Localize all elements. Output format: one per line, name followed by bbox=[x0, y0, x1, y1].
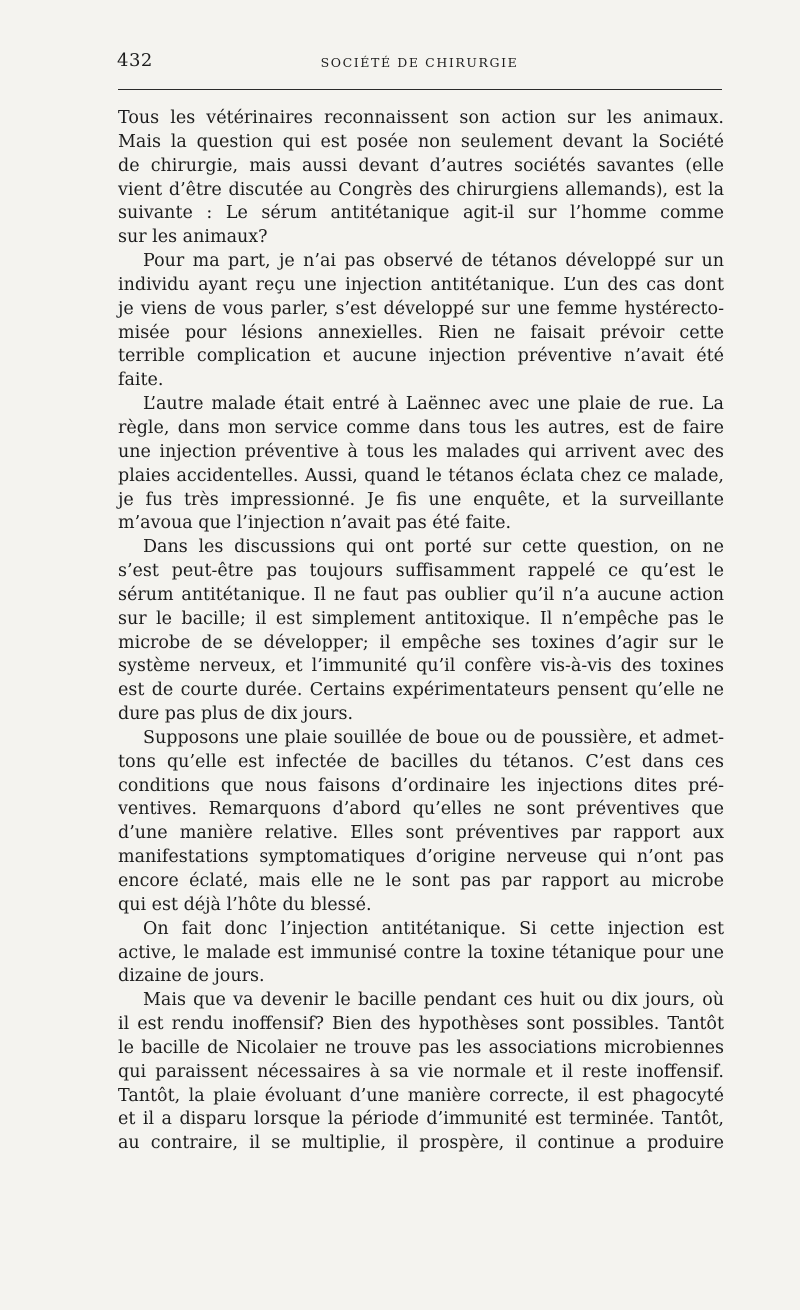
text-line: s’est peut-être pas toujours suffisamment rappelé ce qu’est le bbox=[118, 561, 724, 582]
header-rule bbox=[118, 89, 722, 90]
text-line: est de courte durée. Certains expérimentateurs pensent qu’elle ne bbox=[118, 680, 724, 701]
text-line: qui est déjà l’hôte du blessé. bbox=[118, 894, 372, 915]
text-line: je fus très impressionné. Je fis une enquête, et la surveillante bbox=[118, 489, 724, 510]
text-line: suivante : Le sérum antitétanique agit-il sur l’homme comme bbox=[118, 203, 724, 224]
text-line: faite. bbox=[118, 370, 164, 391]
text-line: il est rendu inoffensif? Bien des hypothèses sont possibles. Tantôt bbox=[118, 1014, 724, 1035]
text-line: je viens de vous parler, s’est développé sur une femme hystérecto- bbox=[118, 298, 724, 319]
text-line: active, le malade est immunisé contre la toxine tétanique pour une bbox=[118, 942, 724, 963]
text-line: L’autre malade était entré à Laënnec avec une plaie de rue. La bbox=[143, 394, 724, 415]
text-line: m’avoua que l’injection n’avait pas été faite. bbox=[118, 513, 512, 534]
text-line: règle, dans mon service comme dans tous les autres, est de faire bbox=[118, 417, 724, 438]
text-line: le bacille de Nicolaier ne trouve pas les associations microbiennes bbox=[118, 1037, 724, 1058]
text-line: système nerveux, et l’immunité qu’il confère vis-à-vis des toxines bbox=[118, 656, 724, 677]
running-head: SOCIÉTÉ DE CHIRURGIE bbox=[320, 55, 519, 70]
text-line: qui paraissent nécessaires à sa vie normale et il reste inoffensif. bbox=[118, 1061, 724, 1082]
text-line: terrible complication et aucune injection préventive n’avait été bbox=[118, 346, 724, 367]
text-line: sur les animaux? bbox=[118, 227, 268, 248]
text-line: dure pas plus de dix jours. bbox=[118, 704, 354, 725]
text-line: encore éclaté, mais elle ne le sont pas par rapport au microbe bbox=[118, 871, 724, 891]
text-line: microbe de se développer; il empêche ses toxines d’agir sur le bbox=[118, 632, 724, 653]
text-line: Pour ma part, je n’ai pas observé de tétanos développé sur un bbox=[143, 251, 724, 272]
text-line: une injection préventive à tous les malades qui arrivent avec des bbox=[118, 441, 724, 462]
text-line: manifestations symptomatiques d’origine nerveuse qui n’ont pas bbox=[118, 847, 724, 868]
text-line: dizaine de jours. bbox=[118, 966, 265, 987]
text-line: Tantôt, la plaie évoluant d’une manière correcte, il est phagocyté bbox=[118, 1085, 724, 1106]
text-line: Mais la question qui est posée non seulement devant la Société bbox=[118, 131, 724, 152]
text-line: au contraire, il se multiplie, il prospère, il continue a produire bbox=[118, 1133, 724, 1154]
text-line: individu ayant reçu une injection antitétanique. L’un des cas dont bbox=[118, 274, 724, 295]
body-text bbox=[118, 107, 724, 1156]
text-line: sérum antitétanique. Il ne faut pas oublier qu’il n’a aucune action bbox=[118, 584, 724, 605]
text-line: Supposons une plaie souillée de boue ou de poussière, et admet- bbox=[143, 727, 724, 748]
page-header bbox=[117, 50, 722, 74]
text-line: d’une manière relative. Elles sont préventives par rapport aux bbox=[118, 823, 724, 844]
text-line: de chirurgie, mais aussi devant d’autres sociétés savantes (elle bbox=[118, 155, 724, 176]
text-line: misée pour lésions annexielles. Rien ne faisait prévoir cette bbox=[118, 322, 724, 343]
text-line: Mais que va devenir le bacille pendant ces huit ou dix jours, où bbox=[143, 990, 724, 1011]
page-number: 432 bbox=[117, 50, 153, 71]
text-line: sur le bacille; il est simplement antitoxique. Il n’empêche pas le bbox=[118, 608, 724, 629]
text-line: plaies accidentelles. Aussi, quand le tétanos éclata chez ce malade, bbox=[118, 465, 724, 486]
text-line: Dans les discussions qui ont porté sur cette question, on ne bbox=[143, 537, 724, 558]
text-line: Tous les vétérinaires reconnaissent son action sur les animaux. bbox=[118, 108, 724, 128]
text-line: vient d’être discutée au Congrès des chirurgiens allemands), est la bbox=[118, 179, 724, 200]
text-line: ventives. Remarquons d’abord qu’elles ne sont préventives que bbox=[118, 799, 724, 820]
text-line: et il a disparu lorsque la période d’immunité est terminée. Tantôt, bbox=[118, 1109, 724, 1130]
text-line: conditions que nous faisons d’ordinaire les injections dites pré- bbox=[118, 775, 724, 796]
text-line: tons qu’elle est infectée de bacilles du tétanos. C’est dans ces bbox=[118, 751, 724, 772]
text-line: On fait donc l’injection antitétanique. Si cette injection est bbox=[143, 918, 724, 939]
